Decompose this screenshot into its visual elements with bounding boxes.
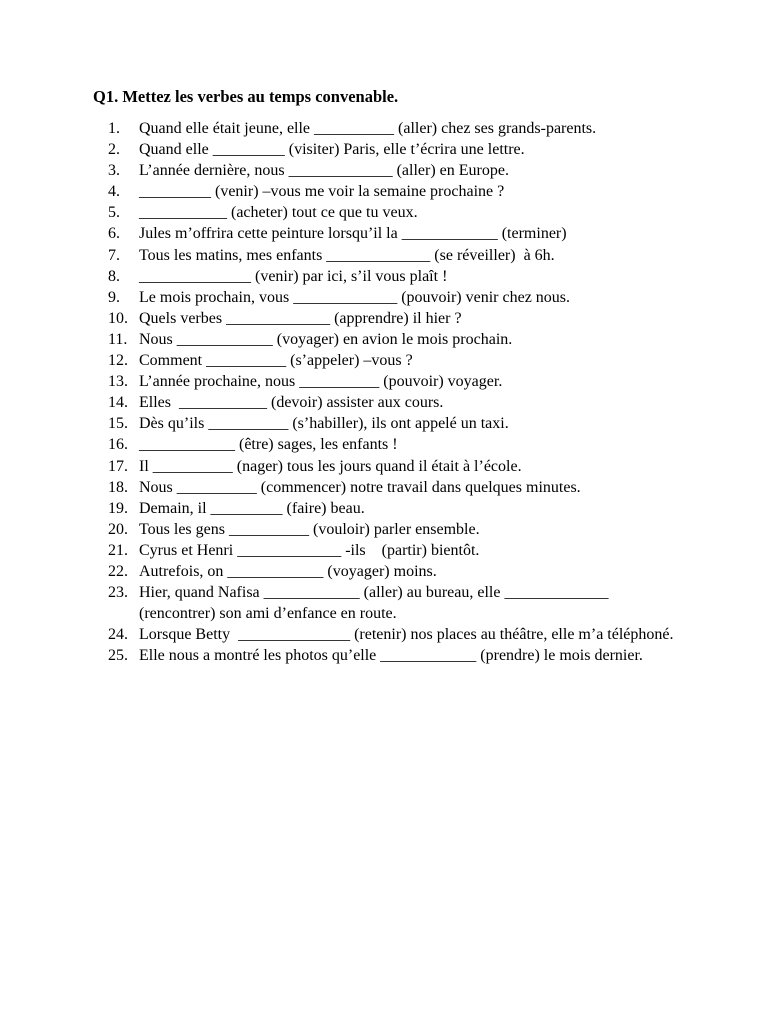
item-number: 9.	[108, 288, 120, 306]
item-number: 5.	[108, 204, 120, 222]
item-number: 24.	[108, 626, 128, 644]
list-item	[108, 582, 688, 624]
item-text: Lorsque Betty ______________ (retenir) nos places au théâtre, elle m’a téléphoné.	[139, 626, 674, 644]
item-number: 20.	[108, 520, 128, 538]
list-item	[108, 202, 688, 223]
item-text: Comment __________ (s’appeler) –vous ?	[139, 352, 413, 370]
item-number: 14.	[108, 394, 128, 412]
item-number: 8.	[108, 267, 120, 285]
list-item	[108, 561, 688, 582]
item-number: 4.	[108, 183, 120, 201]
item-text: _________ (venir) –vous me voir la semaine prochaine ?	[139, 183, 505, 201]
list-item	[108, 434, 688, 455]
list-item	[108, 245, 688, 266]
item-number: 22.	[108, 562, 128, 580]
item-text: Quels verbes _____________ (apprendre) il hier ?	[139, 309, 462, 327]
item-number: 21.	[108, 541, 128, 559]
item-text: Tous les matins, mes enfants _____________ (se réveiller) à 6h.	[139, 246, 555, 264]
item-text: ______________ (venir) par ici, s’il vous plaît !	[139, 267, 448, 285]
list-item	[108, 308, 688, 329]
item-text: Jules m’offrira cette peinture lorsqu’il la ____________ (terminer)	[139, 225, 567, 243]
item-text: L’année prochaine, nous __________ (pouvoir) voyager.	[139, 373, 503, 391]
item-text: ____________ (être) sages, les enfants !	[139, 436, 398, 454]
exercise-list	[108, 118, 688, 666]
list-item	[108, 350, 688, 371]
list-item	[108, 139, 688, 160]
item-number: 12.	[108, 352, 128, 370]
list-item	[108, 645, 688, 666]
list-item	[108, 266, 688, 287]
item-text: Il __________ (nager) tous les jours quand il était à l’école.	[139, 457, 522, 475]
item-text: Quand elle était jeune, elle __________ (aller) chez ses grands-parents.	[139, 120, 597, 137]
list-item	[108, 329, 688, 350]
list-item	[108, 392, 688, 413]
item-text: L’année dernière, nous _____________ (aller) en Europe.	[139, 162, 509, 180]
list-item	[108, 223, 688, 244]
item-number: 23.	[108, 584, 128, 602]
list-item	[108, 519, 688, 540]
item-number: 25.	[108, 647, 128, 665]
item-text: Elle nous a montré les photos qu’elle ____________ (prendre) le mois dernier.	[139, 647, 643, 665]
item-number: 7.	[108, 246, 120, 264]
item-number: 16.	[108, 436, 128, 454]
item-text: Dès qu’ils __________ (s’habiller), ils ont appelé un taxi.	[139, 415, 509, 433]
item-number: 19.	[108, 499, 128, 517]
list-item	[108, 181, 688, 202]
list-item	[108, 118, 688, 139]
item-text: Quand elle _________ (visiter) Paris, elle t’écrira une lettre.	[139, 141, 525, 159]
item-text: Demain, il _________ (faire) beau.	[139, 499, 365, 517]
item-text: Nous __________ (commencer) notre travail dans quelques minutes.	[139, 478, 581, 496]
item-text: Cyrus et Henri _____________ -ils (partir) bientôt.	[139, 541, 480, 559]
list-item	[108, 540, 688, 561]
list-item	[108, 287, 688, 308]
item-number: 18.	[108, 478, 128, 496]
item-number: 1.	[108, 120, 120, 137]
list-item	[108, 371, 688, 392]
item-text: Tous les gens __________ (vouloir) parler ensemble.	[139, 520, 480, 538]
list-item	[108, 498, 688, 519]
item-number: 13.	[108, 373, 128, 391]
list-item	[108, 456, 688, 477]
item-number: 15.	[108, 415, 128, 433]
list-item	[108, 160, 688, 181]
list-item	[108, 413, 688, 434]
item-number: 11.	[108, 330, 128, 348]
item-text: Nous ____________ (voyager) en avion le mois prochain.	[139, 330, 513, 348]
item-text: Hier, quand Nafisa ____________ (aller) au bureau, elle _____________ (rencontrer) son ami d’enfance en route.	[139, 584, 613, 623]
item-text: Le mois prochain, vous _____________ (pouvoir) venir chez nous.	[139, 288, 571, 306]
item-number: 10.	[108, 309, 128, 327]
list-item	[108, 624, 688, 645]
item-number: 3.	[108, 162, 120, 180]
exercise-heading: Q1. Mettez les verbes au temps convenable.	[93, 87, 399, 106]
item-text: ___________ (acheter) tout ce que tu veux.	[139, 204, 418, 222]
item-text: Elles ___________ (devoir) assister aux cours.	[139, 394, 444, 412]
item-text: Autrefois, on ____________ (voyager) moins.	[139, 562, 437, 580]
list-item	[108, 477, 688, 498]
item-number: 6.	[108, 225, 120, 243]
item-number: 17.	[108, 457, 128, 475]
item-number: 2.	[108, 141, 120, 159]
